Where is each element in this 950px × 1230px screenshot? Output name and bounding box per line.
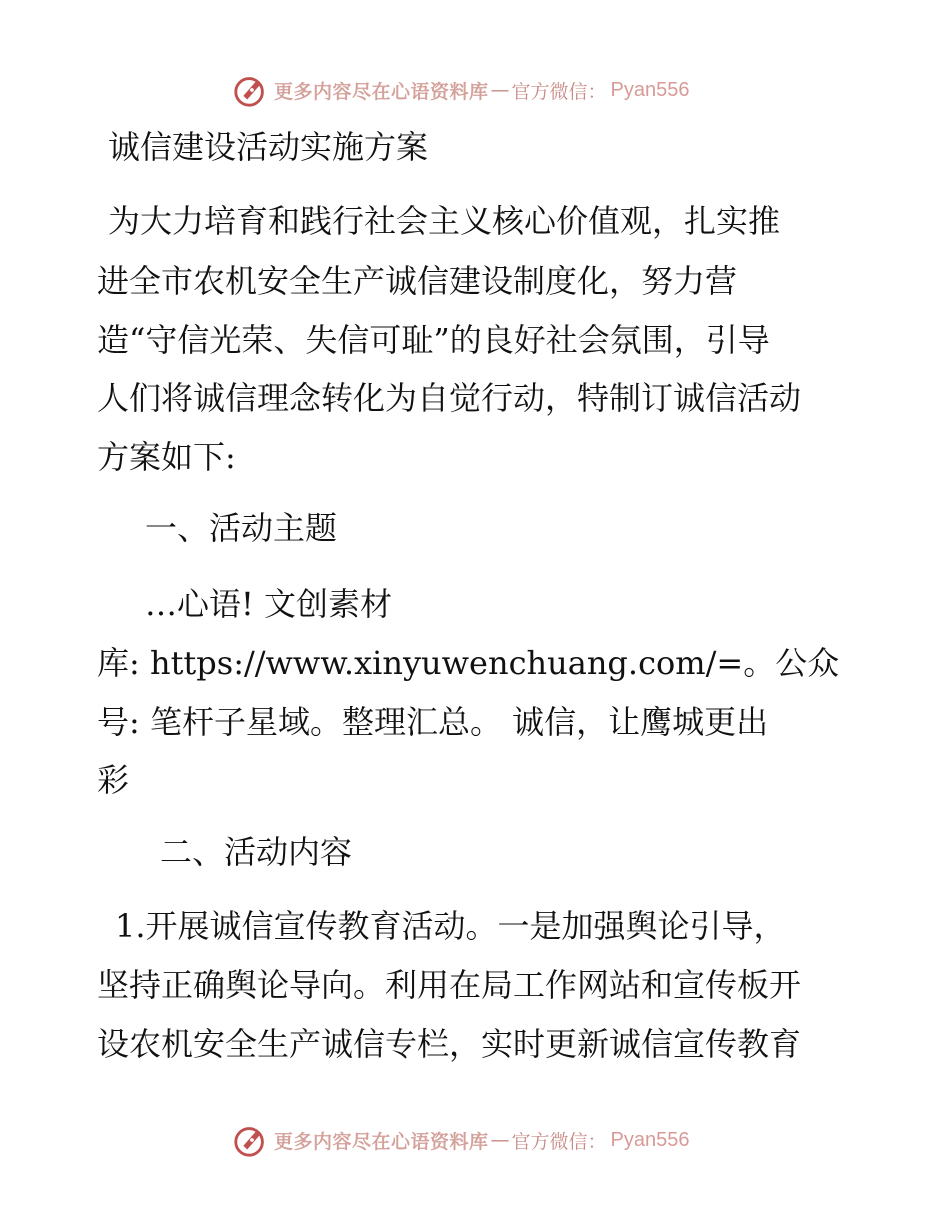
intro-line: 方案如下: [97,438,236,476]
banner-wechat-label: 官方微信： [511,80,607,103]
watermark-banner-top [232,70,690,110]
theme-line: …心语! 文创素材 [145,585,393,623]
intro-line: 为大力培育和践行社会主义核心价值观，扎实推 [108,202,781,240]
watermark-banner-bottom [232,1120,690,1160]
section-heading-content: 二、活动内容 [160,833,353,871]
theme-line: 彩 [97,761,130,799]
pen-nib-logo-icon [232,1121,270,1159]
section-heading-theme: 一、活动主题 [145,509,338,547]
intro-line: 人们将诚信理念转化为自觉行动，特制订诚信活动 [97,379,802,417]
content-line: 坚持正确舆论导向。利用在局工作网站和宣传板开 [97,966,802,1004]
content-line: 设农机安全生产诚信专栏，实时更新诚信宣传教育 [97,1025,802,1063]
theme-line: 号: 笔杆子星域。整理汇总。 诚信，让鹰城更出 [97,703,769,741]
intro-line: 进全市农机安全生产诚信建设制度化，努力营 [97,262,738,300]
theme-line: 库: https://www.xinyuwenchuang.com/=。公众 [97,644,840,682]
banner-text: 更多内容尽在心语资料库 [274,1130,489,1153]
banner-text: 更多内容尽在心语资料库 [274,80,489,103]
banner-separator: — [490,1129,510,1151]
banner-wechat-id: Pyan556 [610,1128,690,1151]
banner-wechat-id: Pyan556 [610,78,690,101]
content-line: 1.开展诚信宣传教育活动。一是加强舆论引导， [115,907,786,945]
banner-wechat-label: 官方微信： [511,1130,607,1153]
intro-line: 造“守信光荣、失信可耻”的良好社会氛围，引导 [97,321,770,359]
banner-separator: — [490,79,510,101]
document-title: 诚信建设活动实施方案 [108,128,429,166]
pen-nib-logo-icon [232,71,270,109]
